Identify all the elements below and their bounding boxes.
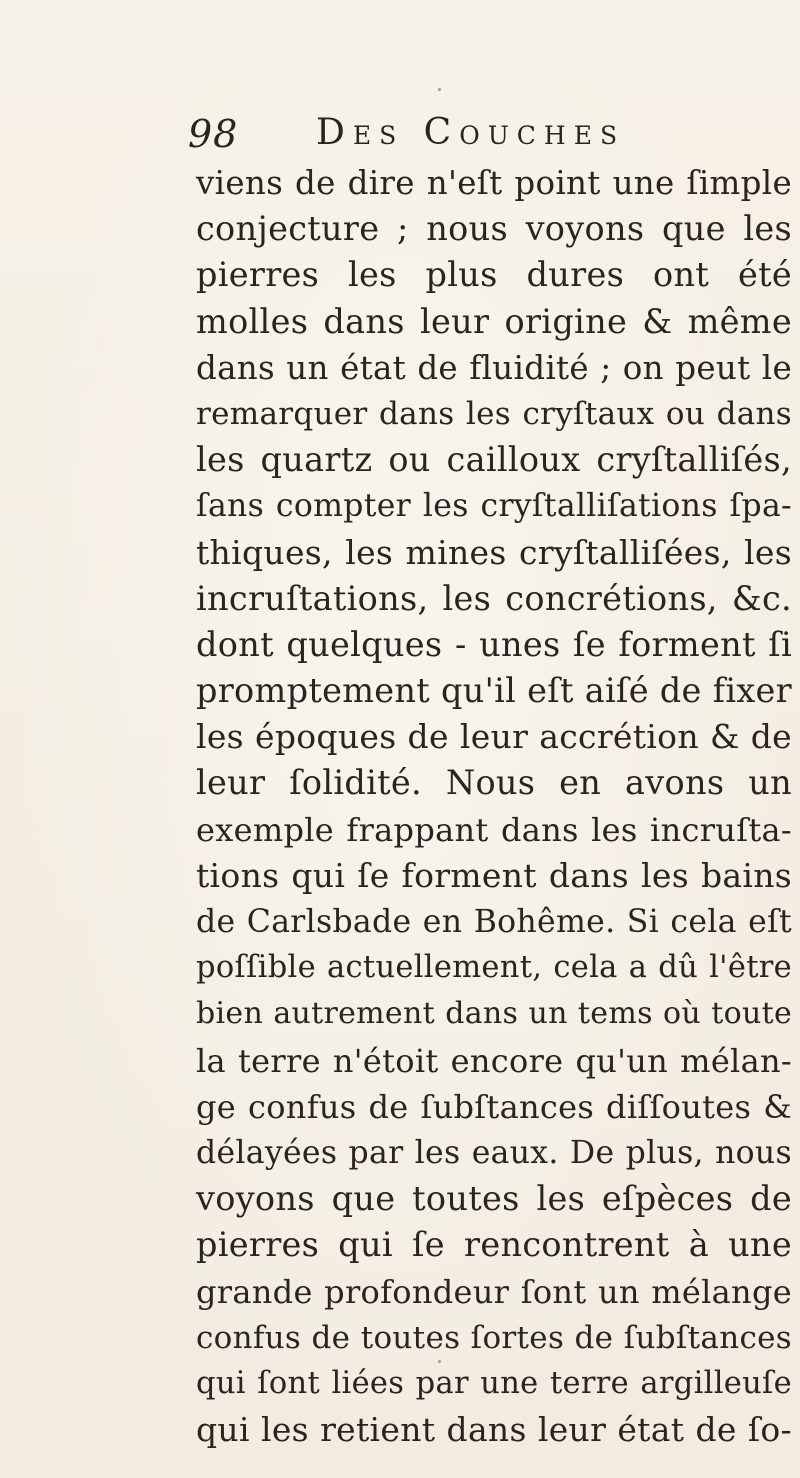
text-line: tions qui ſe forment dans les bains xyxy=(196,855,792,895)
text-line: les époques de leur accrétion & de xyxy=(196,717,792,757)
text-line: ge confus de ſubſtances diſſoutes & xyxy=(196,1087,792,1126)
paper-speck xyxy=(438,1360,441,1363)
text-line: conjecture ; nous voyons que les xyxy=(196,209,792,249)
text-line: bien autrement dans un tems où toute xyxy=(196,996,792,1032)
text-line: remarquer dans les cryſtaux ou dans xyxy=(196,395,792,432)
text-line: la terre n'étoit encore qu'un mélan- xyxy=(196,1041,792,1080)
text-line: de Carlsbade en Bohême. Si cela eſt xyxy=(196,904,792,940)
text-line: les quartz ou cailloux cryſtalliſés, xyxy=(196,440,792,480)
text-line: délayées par les eaux. De plus, nous xyxy=(196,1134,792,1171)
text-line: confus de toutes ſortes de ſubſtances xyxy=(196,1319,792,1356)
text-line: voyons que toutes les eſpèces de xyxy=(196,1179,792,1219)
text-line: promptement qu'il eſt aiſé de fixer xyxy=(196,671,792,711)
text-line: grande profondeur ſont un mélange xyxy=(196,1272,792,1311)
text-line: qui les retient dans leur état de ſo- xyxy=(196,1410,792,1450)
paper-speck xyxy=(438,88,441,91)
text-line: poſſible actuellement, cela a dû l'être xyxy=(196,950,792,986)
text-line: qui ſont liées par une terre argilleuſe xyxy=(196,1365,792,1401)
running-head: Des Couches xyxy=(316,112,626,153)
text-line: exemple frappant dans les incruſta- xyxy=(196,810,792,849)
text-line: viens de dire n'eſt point une ſimple xyxy=(196,164,792,202)
text-line: leur ſolidité. Nous en avons un xyxy=(196,763,792,803)
text-line: pierres les plus dures ont été xyxy=(196,255,792,295)
text-line: dont quelques - unes ſe forment ſi xyxy=(196,624,792,664)
text-line: dans un état de fluidité ; on peut le xyxy=(196,348,792,387)
body-text xyxy=(196,160,792,1453)
text-line: pierres qui ſe rencontrent à une xyxy=(196,1225,792,1265)
text-line: ſans compter les cryſtalliſations ſpa- xyxy=(196,488,792,525)
page-number: 98 xyxy=(188,112,239,156)
text-line: thiques, les mines cryſtalliſées, les xyxy=(196,532,792,572)
text-line: molles dans leur origine & même xyxy=(196,301,792,341)
text-line: incruſtations, les concrétions, &c. xyxy=(196,578,792,618)
page-header xyxy=(188,112,628,162)
